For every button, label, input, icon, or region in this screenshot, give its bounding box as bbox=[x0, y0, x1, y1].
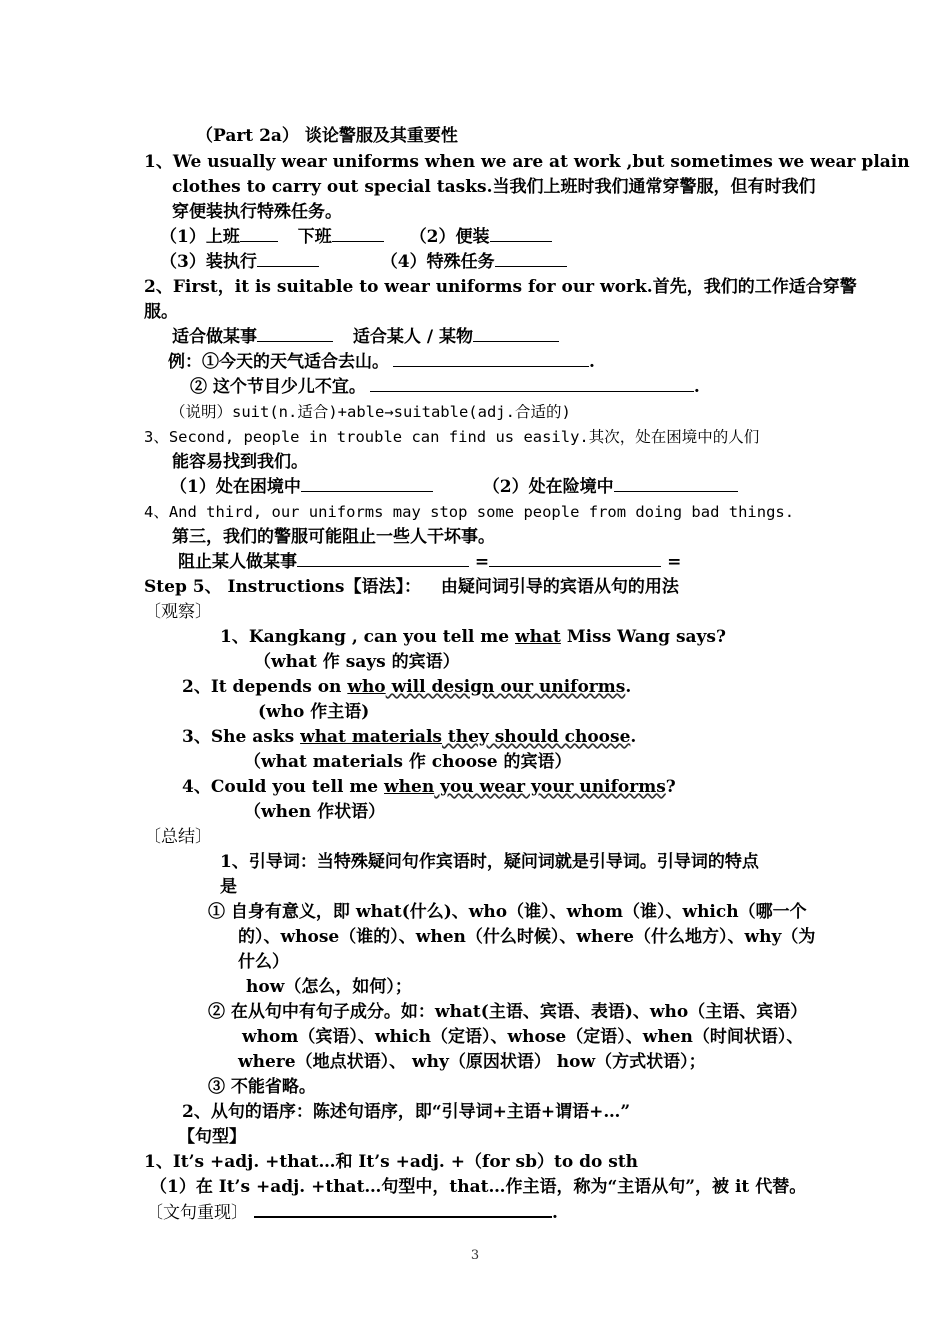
s3-q1-label: （1）处在困境中 bbox=[170, 477, 301, 497]
fill-blank[interactable] bbox=[240, 225, 278, 242]
s2-question-row bbox=[172, 325, 559, 349]
summary-c2-line3: where（地点状语）、 why（原因状语） how（方式状语）； bbox=[238, 1052, 706, 1072]
example-2-clause: will design our uniforms bbox=[385, 677, 626, 697]
fill-blank[interactable] bbox=[614, 475, 738, 492]
example-4-note: （when 作状语） bbox=[244, 802, 386, 822]
step5-heading bbox=[144, 575, 679, 599]
s1-line3: 穿便装执行特殊任务。 bbox=[172, 202, 342, 222]
example-3-note: （what materials 作 choose 的宾语） bbox=[244, 752, 572, 772]
fill-blank[interactable] bbox=[370, 375, 694, 392]
example-2-text: 2、It depends on bbox=[182, 677, 348, 697]
example-4-text: 4、Could you tell me bbox=[182, 777, 385, 797]
fill-blank[interactable] bbox=[489, 550, 661, 567]
s3-line1: 3、Second, people in trouble can find us easily.其次，处在困境中的人们 bbox=[144, 428, 760, 446]
summary-c3: ③ 不能省略。 bbox=[208, 1077, 316, 1097]
s1-q1-label: （1）上班 bbox=[160, 227, 240, 247]
fill-blank[interactable] bbox=[257, 250, 319, 267]
s3-q2-label: （2）处在险境中 bbox=[482, 477, 614, 497]
s1-q2-label: （2）便装 bbox=[409, 227, 490, 247]
example-1-tail: Miss Wang says? bbox=[560, 627, 726, 647]
s2-q1-label: 适合做某事 bbox=[172, 327, 257, 347]
s4-question-row: 阻止某人做某事 = = bbox=[178, 552, 682, 572]
summary-c1-line1: ① 自身有意义，即 what(什么)、who（谁）、whom（谁）、which（哪一个 bbox=[208, 902, 807, 922]
example-3 bbox=[182, 725, 636, 749]
patterns-label: 【句型】 bbox=[178, 1127, 246, 1147]
s2-example-1-text: 例：①今天的天气适合去山。 bbox=[168, 352, 389, 372]
s1-q4-label: （4）特殊任务 bbox=[380, 252, 495, 272]
summary-p1-line1: 1、引导词：当特殊疑问句作宾语时，疑问词就是引导词。引导词的特点 bbox=[220, 852, 759, 872]
summary-c2-line2: whom（宾语）、which（定语）、whose（定语）、when（时间状语）、 bbox=[242, 1027, 804, 1047]
example-2 bbox=[182, 675, 631, 699]
patterns-line3-label: 〔文句重现〕 bbox=[146, 1203, 248, 1223]
summary-label: 〔总结〕 bbox=[144, 827, 212, 847]
summary-c1-line4: how（怎么，如何）； bbox=[246, 977, 412, 997]
example-4-tail: ? bbox=[665, 777, 676, 797]
example-1-note: （what 作 says 的宾语） bbox=[254, 652, 460, 672]
s2-example-2-text: ② 这个节目少儿不宜。 bbox=[190, 377, 366, 397]
example-4-wh-word: when bbox=[384, 777, 435, 797]
example-2-wh-word: who bbox=[347, 677, 386, 697]
s4-line1: 4、And third, our uniforms may stop some people from doing bad things. bbox=[144, 503, 795, 521]
example-3-tail: . bbox=[630, 727, 637, 747]
step5-heading-label: Step 5、 Instructions【语法】： bbox=[144, 577, 421, 597]
example-2-tail: . bbox=[625, 677, 632, 697]
example-1 bbox=[220, 625, 726, 649]
s1-question-row2 bbox=[160, 250, 567, 274]
s2-example-2: ② 这个节目少儿不宜。 . bbox=[190, 377, 700, 397]
step5-heading-topic: 由疑问词引导的宾语从句的用法 bbox=[440, 577, 679, 597]
s4-line2: 第三，我们的警服可能阻止一些人干坏事。 bbox=[172, 527, 495, 547]
page-number: 3 bbox=[470, 1248, 480, 1263]
patterns-line2: （1）在 It’s +adj. +that…句型中，that…作主语，称为“主语从句”，被 it 代替。 bbox=[150, 1177, 807, 1197]
s1-line1: 1、We usually wear uniforms when we are at work ,but sometimes we wear plain bbox=[144, 152, 910, 172]
observe-label: 〔观察〕 bbox=[144, 602, 212, 622]
fill-blank[interactable] bbox=[332, 225, 384, 242]
example-1-wh-word: what bbox=[515, 627, 561, 647]
example-3-text: 3、She asks bbox=[182, 727, 301, 747]
s2-note: （说明）suit(n.适合)+able→suitable(adj.合适的) bbox=[170, 403, 571, 421]
example-2-note: (who 作主语) bbox=[258, 702, 370, 722]
example-4 bbox=[182, 775, 676, 799]
summary-p1-line2: 是 bbox=[220, 877, 237, 897]
fill-blank[interactable] bbox=[473, 325, 559, 342]
fill-blank[interactable] bbox=[495, 250, 567, 267]
s4-q1-label: 阻止某人做某事 bbox=[178, 552, 297, 572]
example-3-wh-word: what materials bbox=[300, 727, 442, 747]
s1-q1b-label: 下班 bbox=[297, 227, 332, 247]
s3-question-row bbox=[170, 475, 738, 499]
fill-blank[interactable] bbox=[490, 225, 552, 242]
s2-line2: 服。 bbox=[144, 302, 178, 322]
s2-q2-label: 适合某人 / 某物 bbox=[352, 327, 473, 347]
example-3-clause: they should choose bbox=[441, 727, 631, 747]
example-1-text: 1、Kangkang , can you tell me bbox=[220, 627, 516, 647]
summary-p2: 2、从句的语序：陈述句语序，即“引导词+主语+谓语+…” bbox=[182, 1102, 631, 1122]
fill-blank[interactable] bbox=[297, 550, 469, 567]
fill-blank[interactable] bbox=[301, 475, 433, 492]
part-heading: （Part 2a） 谈论警服及其重要性 bbox=[196, 126, 458, 146]
example-4-clause: you wear your uniforms bbox=[434, 777, 666, 797]
fill-blank[interactable] bbox=[254, 1200, 552, 1218]
s2-example-1: 例：①今天的天气适合去山。 . bbox=[168, 352, 595, 372]
summary-c2-line1: ② 在从句中有句子成分。如：what(主语、宾语、表语)、who（主语、宾语） bbox=[208, 1002, 808, 1022]
s1-q3-label: （3）装执行 bbox=[160, 252, 257, 272]
s1-line2: clothes to carry out special tasks.当我们上班时我们通常穿警服，但有时我们 bbox=[172, 177, 816, 197]
s2-line1: 2、First，it is suitable to wear uniforms for our work.首先，我们的工作适合穿警 bbox=[144, 277, 857, 297]
fill-blank[interactable] bbox=[257, 325, 333, 342]
s1-question-row1 bbox=[160, 225, 552, 249]
patterns-line3: 〔文句重现〕 . bbox=[146, 1200, 558, 1225]
summary-c1-line2: 的）、whose（谁的）、when（什么时候）、where（什么地方）、why（为 bbox=[238, 927, 816, 947]
s3-line2: 能容易找到我们。 bbox=[172, 452, 308, 472]
patterns-line1: 1、It’s +adj. +that…和 It’s +adj. +（for sb）to do sth bbox=[144, 1152, 639, 1172]
summary-c1-line3: 什么） bbox=[238, 952, 289, 972]
fill-blank[interactable] bbox=[393, 350, 589, 367]
